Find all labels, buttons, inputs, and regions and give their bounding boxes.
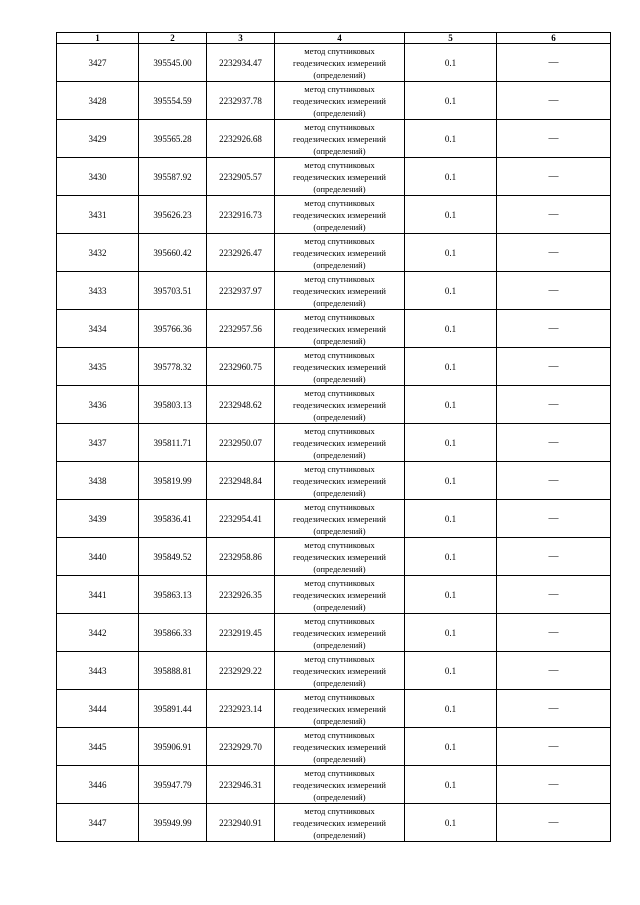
y-coordinate-cell: 2232958.86	[207, 538, 275, 576]
method-cell	[275, 728, 405, 766]
method-cell	[275, 196, 405, 234]
method-cell	[275, 804, 405, 842]
method-text-line: геодезических измерений	[293, 57, 386, 68]
method-text-line: (определений)	[313, 183, 366, 194]
table-row	[57, 310, 611, 348]
accuracy-cell: 0.1	[405, 728, 497, 766]
table-row	[57, 804, 611, 842]
x-coordinate-cell: 395703.51	[139, 272, 207, 310]
y-coordinate-cell: 2232919.45	[207, 614, 275, 652]
note-cell: —	[497, 348, 611, 386]
accuracy-cell: 0.1	[405, 500, 497, 538]
y-coordinate-cell: 2232923.14	[207, 690, 275, 728]
method-text-line: (определений)	[313, 639, 366, 650]
x-coordinate-cell: 395587.92	[139, 158, 207, 196]
accuracy-cell: 0.1	[405, 348, 497, 386]
method-text-line: геодезических измерений	[293, 779, 386, 790]
method-text-line: геодезических измерений	[293, 551, 386, 562]
accuracy-cell: 0.1	[405, 158, 497, 196]
table-row	[57, 44, 611, 82]
x-coordinate-cell: 395545.00	[139, 44, 207, 82]
point-number-cell: 3446	[57, 766, 139, 804]
x-coordinate-cell: 395803.13	[139, 386, 207, 424]
method-text-line: (определений)	[313, 487, 366, 498]
accuracy-cell: 0.1	[405, 44, 497, 82]
accuracy-cell: 0.1	[405, 120, 497, 158]
note-cell: —	[497, 804, 611, 842]
method-text-line: геодезических измерений	[293, 209, 386, 220]
accuracy-cell: 0.1	[405, 614, 497, 652]
method-text-line: (определений)	[313, 145, 366, 156]
note-cell: —	[497, 234, 611, 272]
table-row	[57, 82, 611, 120]
method-text-line: метод спутниковых	[304, 197, 375, 208]
method-text-line: (определений)	[313, 221, 366, 232]
method-cell	[275, 766, 405, 804]
y-coordinate-cell: 2232929.22	[207, 652, 275, 690]
point-number-cell: 3437	[57, 424, 139, 462]
accuracy-cell: 0.1	[405, 462, 497, 500]
method-text-line: метод спутниковых	[304, 767, 375, 778]
x-coordinate-cell: 395863.13	[139, 576, 207, 614]
note-cell: —	[497, 424, 611, 462]
method-cell	[275, 500, 405, 538]
y-coordinate-cell: 2232960.75	[207, 348, 275, 386]
point-number-cell: 3436	[57, 386, 139, 424]
point-number-cell: 3447	[57, 804, 139, 842]
column-header-2: 2	[139, 33, 207, 44]
method-cell	[275, 652, 405, 690]
accuracy-cell: 0.1	[405, 234, 497, 272]
document-page	[56, 32, 610, 842]
table-row	[57, 158, 611, 196]
method-text-line: метод спутниковых	[304, 539, 375, 550]
note-cell: —	[497, 44, 611, 82]
table-row	[57, 576, 611, 614]
column-header-5: 5	[405, 33, 497, 44]
method-cell	[275, 614, 405, 652]
point-number-cell: 3428	[57, 82, 139, 120]
table-body	[57, 44, 611, 842]
method-cell	[275, 310, 405, 348]
method-text-line: (определений)	[313, 335, 366, 346]
note-cell: —	[497, 386, 611, 424]
y-coordinate-cell: 2232934.47	[207, 44, 275, 82]
method-text-line: (определений)	[313, 107, 366, 118]
note-cell: —	[497, 652, 611, 690]
note-cell: —	[497, 462, 611, 500]
method-text-line: метод спутниковых	[304, 691, 375, 702]
x-coordinate-cell: 395849.52	[139, 538, 207, 576]
method-text-line: метод спутниковых	[304, 463, 375, 474]
x-coordinate-cell: 395949.99	[139, 804, 207, 842]
point-number-cell: 3441	[57, 576, 139, 614]
method-text-line: метод спутниковых	[304, 577, 375, 588]
table-row	[57, 386, 611, 424]
note-cell: —	[497, 766, 611, 804]
x-coordinate-cell: 395866.33	[139, 614, 207, 652]
x-coordinate-cell: 395626.23	[139, 196, 207, 234]
point-number-cell: 3430	[57, 158, 139, 196]
method-text-line: геодезических измерений	[293, 703, 386, 714]
method-cell	[275, 44, 405, 82]
table-row	[57, 538, 611, 576]
accuracy-cell: 0.1	[405, 310, 497, 348]
table-row	[57, 272, 611, 310]
point-number-cell: 3445	[57, 728, 139, 766]
y-coordinate-cell: 2232916.73	[207, 196, 275, 234]
method-cell	[275, 538, 405, 576]
method-cell	[275, 158, 405, 196]
accuracy-cell: 0.1	[405, 804, 497, 842]
note-cell: —	[497, 272, 611, 310]
method-text-line: (определений)	[313, 411, 366, 422]
point-number-cell: 3439	[57, 500, 139, 538]
method-text-line: геодезических измерений	[293, 741, 386, 752]
x-coordinate-cell: 395766.36	[139, 310, 207, 348]
method-cell	[275, 120, 405, 158]
accuracy-cell: 0.1	[405, 538, 497, 576]
method-text-line: геодезических измерений	[293, 589, 386, 600]
note-cell: —	[497, 158, 611, 196]
x-coordinate-cell: 395836.41	[139, 500, 207, 538]
y-coordinate-cell: 2232926.68	[207, 120, 275, 158]
table-row	[57, 500, 611, 538]
table-row	[57, 728, 611, 766]
method-text-line: метод спутниковых	[304, 805, 375, 816]
x-coordinate-cell: 395811.71	[139, 424, 207, 462]
point-number-cell: 3442	[57, 614, 139, 652]
method-text-line: (определений)	[313, 791, 366, 802]
method-text-line: метод спутниковых	[304, 653, 375, 664]
method-text-line: метод спутниковых	[304, 273, 375, 284]
method-text-line: геодезических измерений	[293, 817, 386, 828]
method-text-line: геодезических измерений	[293, 95, 386, 106]
column-header-6: 6	[497, 33, 611, 44]
point-number-cell: 3427	[57, 44, 139, 82]
method-text-line: (определений)	[313, 373, 366, 384]
y-coordinate-cell: 2232929.70	[207, 728, 275, 766]
method-text-line: геодезических измерений	[293, 133, 386, 144]
column-header-3: 3	[207, 33, 275, 44]
method-cell	[275, 234, 405, 272]
y-coordinate-cell: 2232946.31	[207, 766, 275, 804]
point-number-cell: 3432	[57, 234, 139, 272]
y-coordinate-cell: 2232948.84	[207, 462, 275, 500]
method-cell	[275, 386, 405, 424]
method-text-line: метод спутниковых	[304, 45, 375, 56]
note-cell: —	[497, 120, 611, 158]
point-number-cell: 3438	[57, 462, 139, 500]
note-cell: —	[497, 196, 611, 234]
method-cell	[275, 82, 405, 120]
x-coordinate-cell: 395554.59	[139, 82, 207, 120]
y-coordinate-cell: 2232957.56	[207, 310, 275, 348]
y-coordinate-cell: 2232926.47	[207, 234, 275, 272]
column-header-1: 1	[57, 33, 139, 44]
point-number-cell: 3434	[57, 310, 139, 348]
point-number-cell: 3431	[57, 196, 139, 234]
column-header-4: 4	[275, 33, 405, 44]
method-text-line: геодезических измерений	[293, 627, 386, 638]
table-row	[57, 652, 611, 690]
method-text-line: геодезических измерений	[293, 665, 386, 676]
method-text-line: метод спутниковых	[304, 425, 375, 436]
accuracy-cell: 0.1	[405, 272, 497, 310]
table-row	[57, 234, 611, 272]
method-text-line: геодезических измерений	[293, 361, 386, 372]
method-text-line: (определений)	[313, 563, 366, 574]
x-coordinate-cell: 395778.32	[139, 348, 207, 386]
method-text-line: метод спутниковых	[304, 387, 375, 398]
method-cell	[275, 462, 405, 500]
y-coordinate-cell: 2232948.62	[207, 386, 275, 424]
method-cell	[275, 424, 405, 462]
method-text-line: геодезических измерений	[293, 285, 386, 296]
x-coordinate-cell: 395819.99	[139, 462, 207, 500]
method-text-line: метод спутниковых	[304, 311, 375, 322]
point-number-cell: 3443	[57, 652, 139, 690]
method-text-line: (определений)	[313, 829, 366, 840]
note-cell: —	[497, 576, 611, 614]
method-cell	[275, 272, 405, 310]
method-text-line: (определений)	[313, 297, 366, 308]
x-coordinate-cell: 395891.44	[139, 690, 207, 728]
accuracy-cell: 0.1	[405, 424, 497, 462]
accuracy-cell: 0.1	[405, 82, 497, 120]
accuracy-cell: 0.1	[405, 652, 497, 690]
method-text-line: метод спутниковых	[304, 615, 375, 626]
method-text-line: метод спутниковых	[304, 235, 375, 246]
point-number-cell: 3440	[57, 538, 139, 576]
y-coordinate-cell: 2232905.57	[207, 158, 275, 196]
y-coordinate-cell: 2232954.41	[207, 500, 275, 538]
method-text-line: (определений)	[313, 449, 366, 460]
point-number-cell: 3435	[57, 348, 139, 386]
header-row	[57, 33, 611, 44]
method-text-line: геодезических измерений	[293, 247, 386, 258]
method-text-line: геодезических измерений	[293, 399, 386, 410]
method-cell	[275, 576, 405, 614]
table-row	[57, 424, 611, 462]
x-coordinate-cell: 395888.81	[139, 652, 207, 690]
table-row	[57, 614, 611, 652]
note-cell: —	[497, 310, 611, 348]
point-number-cell: 3444	[57, 690, 139, 728]
method-cell	[275, 690, 405, 728]
coordinates-table	[56, 32, 611, 842]
table-row	[57, 120, 611, 158]
table-row	[57, 196, 611, 234]
accuracy-cell: 0.1	[405, 386, 497, 424]
table-row	[57, 690, 611, 728]
point-number-cell: 3429	[57, 120, 139, 158]
note-cell: —	[497, 614, 611, 652]
y-coordinate-cell: 2232950.07	[207, 424, 275, 462]
y-coordinate-cell: 2232940.91	[207, 804, 275, 842]
x-coordinate-cell: 395906.91	[139, 728, 207, 766]
method-text-line: метод спутниковых	[304, 349, 375, 360]
table-row	[57, 766, 611, 804]
method-text-line: (определений)	[313, 715, 366, 726]
method-text-line: метод спутниковых	[304, 729, 375, 740]
method-text-line: геодезических измерений	[293, 323, 386, 334]
table-row	[57, 348, 611, 386]
method-text-line: метод спутниковых	[304, 159, 375, 170]
method-text-line: (определений)	[313, 601, 366, 612]
accuracy-cell: 0.1	[405, 576, 497, 614]
method-text-line: геодезических измерений	[293, 513, 386, 524]
x-coordinate-cell: 395660.42	[139, 234, 207, 272]
method-text-line: (определений)	[313, 753, 366, 764]
note-cell: —	[497, 538, 611, 576]
method-text-line: (определений)	[313, 677, 366, 688]
point-number-cell: 3433	[57, 272, 139, 310]
y-coordinate-cell: 2232937.97	[207, 272, 275, 310]
method-text-line: геодезических измерений	[293, 437, 386, 448]
accuracy-cell: 0.1	[405, 196, 497, 234]
accuracy-cell: 0.1	[405, 766, 497, 804]
x-coordinate-cell: 395947.79	[139, 766, 207, 804]
method-text-line: (определений)	[313, 525, 366, 536]
x-coordinate-cell: 395565.28	[139, 120, 207, 158]
method-cell	[275, 348, 405, 386]
method-text-line: (определений)	[313, 69, 366, 80]
method-text-line: метод спутниковых	[304, 83, 375, 94]
note-cell: —	[497, 690, 611, 728]
method-text-line: (определений)	[313, 259, 366, 270]
note-cell: —	[497, 728, 611, 766]
table-row	[57, 462, 611, 500]
note-cell: —	[497, 82, 611, 120]
method-text-line: геодезических измерений	[293, 475, 386, 486]
method-text-line: геодезических измерений	[293, 171, 386, 182]
y-coordinate-cell: 2232926.35	[207, 576, 275, 614]
method-text-line: метод спутниковых	[304, 501, 375, 512]
method-text-line: метод спутниковых	[304, 121, 375, 132]
note-cell: —	[497, 500, 611, 538]
accuracy-cell: 0.1	[405, 690, 497, 728]
y-coordinate-cell: 2232937.78	[207, 82, 275, 120]
